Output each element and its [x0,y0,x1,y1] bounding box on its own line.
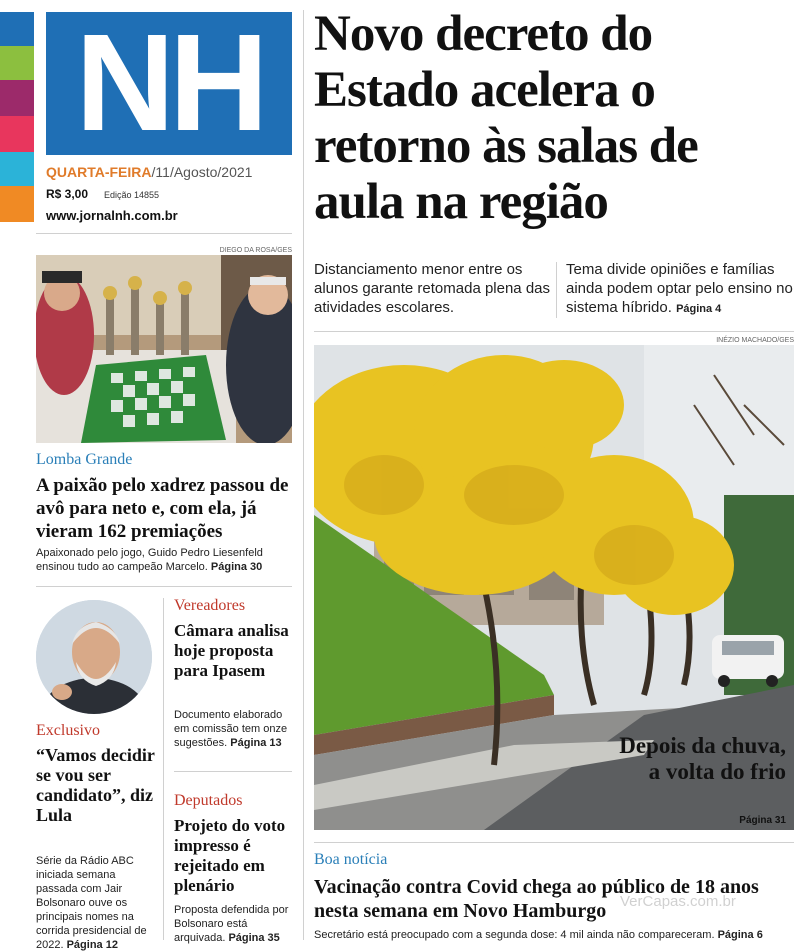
date-line [46,164,252,180]
deputados-body-text: Proposta defendida por Bolsonaro está arquivada. [174,904,289,944]
vaccine-headline[interactable]: Vacinação contra Covid chega ao público de 18 anos nesta semana em Novo Hamburgo [314,876,759,922]
page-ref: Página 4 [676,303,722,315]
divider [314,842,794,843]
lula-headline[interactable]: “Vamos decidir se vou ser candidato”, diz Lula [36,745,155,825]
lula-body-text: Série da Rádio ABC iniciada semana passada com Jair Bolsonaro ouve os principais nomes na corrida presidencial de 2022. [36,855,147,951]
color-stripe-1 [0,12,34,46]
chess-kicker: Lomba Grande [36,451,133,468]
column-divider [303,10,304,940]
vereadores-headline[interactable]: Câmara analisa hoje proposta para Ipasem [174,621,289,680]
lead-deck-left: Distanciamento menor entre os alunos garante retomada plena das atividades escolares. [314,261,551,316]
color-stripe-2 [0,46,34,80]
newspaper-logo[interactable] [46,6,292,160]
vaccine-kicker: Boa notícia [314,851,388,868]
lead-deck-right [566,260,798,319]
deputados-body [174,903,294,945]
chess-body-text: Apaixonado pelo jogo, Guido Pedro Liesenfeld ensinou tudo ao campeão Marcelo. [36,547,263,573]
vaccine-body-text: Secretário está preocupado com a segunda dose: 4 mil ainda não compareceram. [314,929,715,941]
watermark: VerCapas.com.br [620,893,736,910]
vereadores-body [174,708,294,750]
color-stripe-5 [0,152,34,186]
chess-headline[interactable]: A paixão pelo xadrez passou de avô para neto e, com ela, já vieram 162 premiações [36,475,289,542]
chess-body [36,546,292,574]
color-stripe-3 [0,80,34,116]
edition-number: Edição 14855 [104,190,160,200]
deputados-headline[interactable]: Projeto do voto impresso é rejeitado em plenário [174,816,286,895]
lula-portrait[interactable] [36,600,152,714]
vaccine-body [314,928,794,942]
color-stripe-6 [0,186,34,222]
divider [174,771,292,772]
date: /11/Agosto/2021 [151,164,253,180]
divider [36,586,292,587]
color-stripe-4 [0,116,34,152]
page-ref: Página 35 [228,932,280,944]
main-photo[interactable] [314,345,794,830]
lead-headline[interactable]: Novo decreto do Estado acelera o retorno às salas de aula na região [314,6,698,230]
weekday: QUARTA-FEIRA [46,164,152,180]
divider [36,233,292,234]
portrait-illustration [36,600,152,714]
page-ref: Página 13 [230,737,282,749]
deck-divider [556,262,557,318]
photo-credit: DIEGO DA ROSA/GES [219,247,292,254]
page-ref: Página 30 [210,561,263,573]
price: R$ 3,00 [46,187,89,201]
page-ref: Página 31 [739,815,786,826]
logo-text: NH [75,6,263,160]
chess-photo[interactable] [36,255,292,443]
lula-body [36,854,154,952]
website-link[interactable]: www.jornalnh.com.br [46,208,178,223]
divider [314,331,794,332]
lead-deck-right-text: Tema divide opiniões e famílias ainda podem optar pelo ensino no sistema híbrido. [566,261,793,316]
page-ref: Página 6 [717,929,763,941]
chess-photo-illustration [36,255,292,443]
lula-kicker: Exclusivo [36,722,100,739]
photo-credit: INÉZIO MACHADO/GES [716,337,794,344]
column-divider [163,598,164,940]
vereadores-kicker: Vereadores [174,597,246,614]
page-ref: Página 12 [66,939,118,951]
vereadores-body-text: Documento elaborado em comissão tem onze sugestões. [174,709,288,749]
photo-caption[interactable]: Depois da chuva, a volta do frio [619,733,786,784]
deputados-kicker: Deputados [174,792,243,809]
